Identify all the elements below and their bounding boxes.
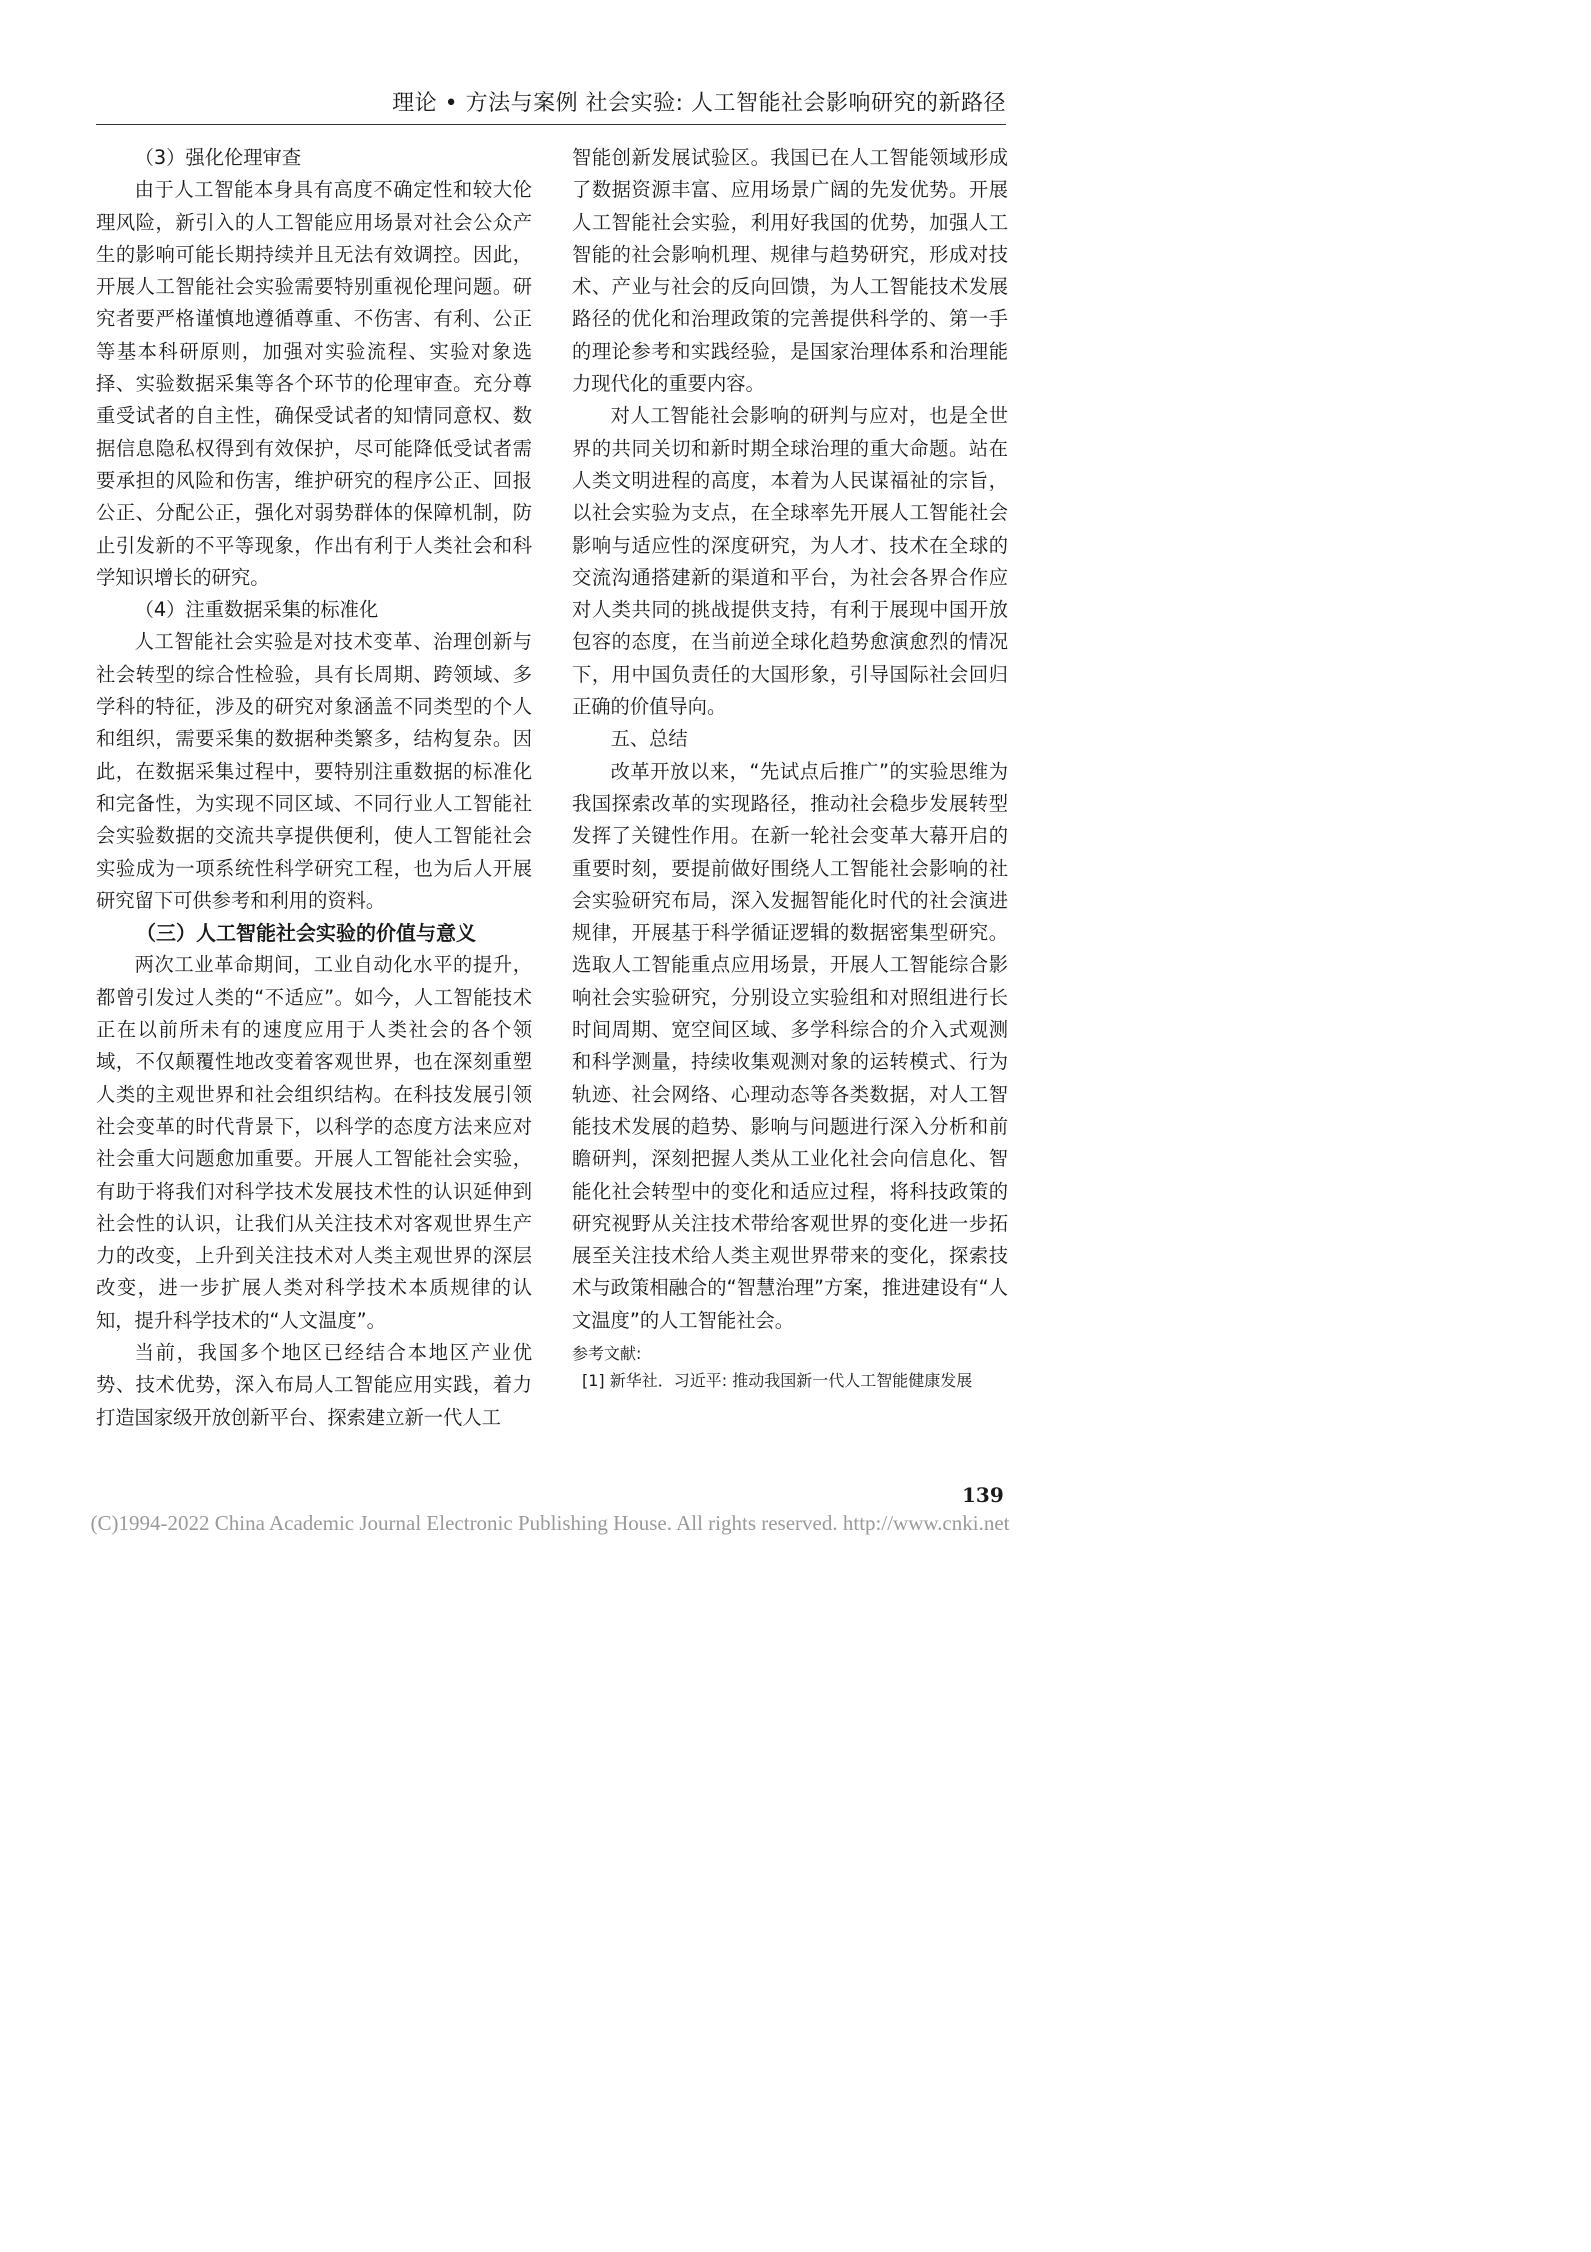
paragraph-pilot-zone-continued: 智能创新发展试验区。我国已在人工智能领域形成了数据资源丰富、应用场景广阔的先发优势。开展人工智能社会实验，利用好我国的优势，加强人工智能的社会影响机理、规律与趋势研究，形成对技术、产业与社会的反向回馈，为人工智能技术发展路径的优化和治理政策的完善提供科学的、第一手的理论参考和实践经验，是国家治理体系和治理能力现代化的重要内容。 — [572, 146, 1008, 396]
subheading-data-standardization: （4）注重数据采集的标准化 — [134, 598, 379, 622]
paragraph-industrial-revolution: 两次工业革命期间，工业自动化水平的提升，都曾引发过人类的“不适应”。如今，人工智能技术正在以前所未有的速度应用于人类社会的各个领域，不仅颠覆性地改变着客观世界，也在深刻重塑人类的主观世界和社会组织结构。在科技发展引领社会变革的时代背景下，以科学的态度方法来应对社会重大问题愈加重要。开展人工智能社会实验，有助于将我们对科学技术发展技术性的认识延伸到社会性的认识，让我们从关注技术对客观世界生产力的改变，上升到关注技术对人类主观世界的深层改变，进一步扩展人类对科学技术本质规律的认知，提升科学技术的“人文温度”。 — [96, 953, 532, 1332]
left-column — [96, 142, 532, 1434]
paragraph-conclusion: 改革开放以来，“先试点后推广”的实验思维为我国探索改革的实现路径，推动社会稳步发展转型发挥了关键性作用。在新一轮社会变革大幕开启的重要时刻，要提前做好围绕人工智能社会影响的社会实验研究布局，深入发掘智能化时代的社会演进规律，开展基于科学循证逻辑的数据密集型研究。选取人工智能重点应用场景，开展人工智能综合影响社会实验研究，分别设立实验组和对照组进行长时间周期、宽空间区域、多学科综合的介入式观测和科学测量，持续收集观测对象的运转模式、行为轨迹、社会网络、心理动态等各类数据，对人工智能技术发展的趋势、影响与问题进行深入分析和前瞻研判，深刻把握人类从工业化社会向信息化、智能化社会转型中的变化和适应过程，将科技政策的研究视野从关注技术带给客观世界的变化进一步拓展至关注技术给人类主观世界带来的变化，探索技术与政策相融合的“智慧治理”方案，推进建设有“人文温度”的人工智能社会。 — [572, 759, 1008, 1332]
reference-item: [1] 新华社．习近平: 推动我国新一代人工智能健康发展 — [582, 1370, 973, 1390]
running-header: 理论 • 方法与案例 社会实验: 人工智能社会影响研究的新路径 — [96, 84, 1006, 125]
paragraph-current-regions: 当前，我国多个地区已经结合本地区产业优势、技术优势，深入布局人工智能应用实践，着力打造国家级开放创新平台、探索建立新一代人工 — [96, 1340, 532, 1429]
paragraph-ethics-review: 由于人工智能本身具有高度不确定性和较大伦理风险，新引入的人工智能应用场景对社会公众产生的影响可能长期持续并且无法有效调控。因此，开展人工智能社会实验需要特别重视伦理问题。研究者要严格谨慎地遵循尊重、不伤害、有利、公正等基本科研原则，加强对实验流程、实验对象选择、实验数据采集等各个环节的伦理审查。充分尊重受试者的自主性，确保受试者的知情同意权、数据信息隐私权得到有效保护，尽可能降低受试者需要承担的风险和伤害，维护研究的程序公正、回报公正、分配公正，强化对弱势群体的保障机制，防止引发新的不平等现象，作出有利于人类社会和科学知识增长的研究。 — [96, 178, 532, 589]
section-heading-value-significance: （三）人工智能社会实验的价值与意义 — [136, 921, 476, 946]
paragraph-global-governance: 对人工智能社会影响的研判与应对，也是全世界的共同关切和新时期全球治理的重大命题。站在人类文明进程的高度，本着为人民谋福祉的宗旨，以社会实验为支点，在全球率先开展人工智能社会影响与适应性的深度研究，为人才、技术在全球的交流沟通搭建新的渠道和平台，为社会各界合作应对人类共同的挑战提供支持，有利于展现中国开放包容的态度，在当前逆全球化趋势愈演愈烈的情况下，用中国负责任的大国形象，引导国际社会回归正确的价值导向。 — [572, 404, 1008, 719]
subheading-ethics-review: （3）强化伦理审查 — [134, 146, 302, 169]
page-number: 139 — [962, 1483, 1004, 1507]
references-heading: 参考文献: — [572, 1343, 642, 1363]
right-column — [572, 142, 1008, 1395]
section-heading-conclusion: 五、总结 — [610, 727, 688, 751]
copyright-notice: (C)1994-2022 China Academic Journal Electronic Publishing House. All rights reserved. http://www.cnki.net — [90, 1511, 1010, 1535]
paragraph-data-standardization: 人工智能社会实验是对技术变革、治理创新与社会转型的综合性检验，具有长周期、跨领域、多学科的特征，涉及的研究对象涵盖不同类型的个人和组织，需要采集的数据种类繁多，结构复杂。因此，在数据采集过程中，要特别注重数据的标准化和完备性，为实现不同区域、不同行业人工智能社会实验数据的交流共享提供便利，使人工智能社会实验成为一项系统性科学研究工程，也为后人开展研究留下可供参考和利用的资料。 — [96, 630, 532, 912]
